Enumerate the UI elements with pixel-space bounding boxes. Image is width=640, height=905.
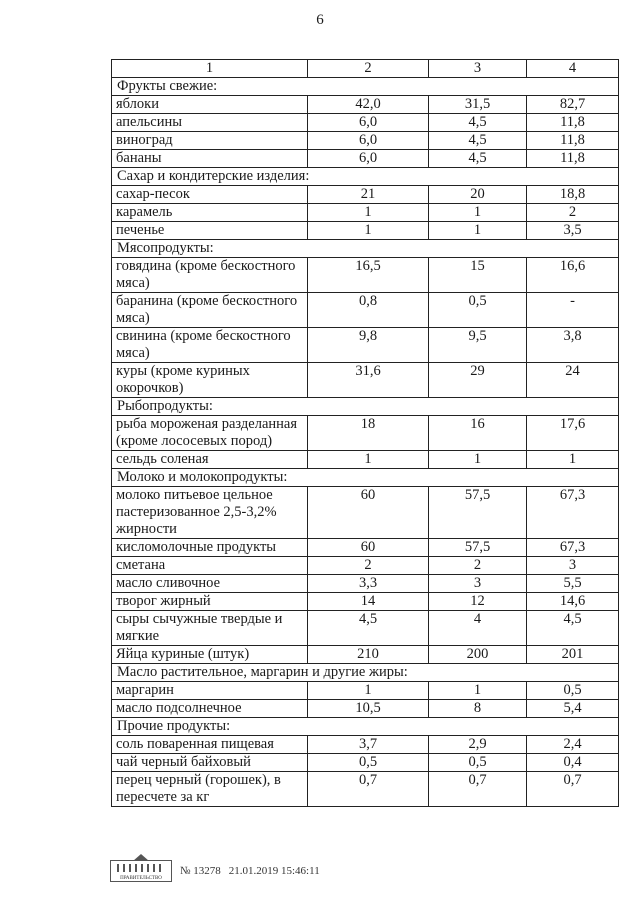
document-timestamp: 21.01.2019 15:46:11 — [228, 865, 320, 877]
value-cell-col2: 1 — [308, 222, 429, 240]
section-header-row — [112, 469, 619, 487]
section-header-row — [112, 718, 619, 736]
value-cell-col4: 0,4 — [527, 754, 619, 772]
value-cell-col2: 3,7 — [308, 736, 429, 754]
government-building-stamp — [110, 860, 172, 882]
value-cell-col3: 8 — [429, 700, 527, 718]
value-cell-col3: 57,5 — [429, 487, 527, 539]
product-name-cell: печенье — [112, 222, 308, 240]
value-cell-col4: 2,4 — [527, 736, 619, 754]
section-title: Масло растительное, маргарин и другие жиры: — [112, 664, 619, 682]
value-cell-col4: 16,6 — [527, 258, 619, 293]
table-header-row — [112, 60, 619, 78]
value-cell-col3: 4,5 — [429, 150, 527, 168]
value-cell-col3: 9,5 — [429, 328, 527, 363]
product-name-cell: кисломолочные продукты — [112, 539, 308, 557]
table-row — [112, 754, 619, 772]
value-cell-col4: 67,3 — [527, 487, 619, 539]
value-cell-col2: 1 — [308, 451, 429, 469]
table-row — [112, 363, 619, 398]
section-title: Прочие продукты: — [112, 718, 619, 736]
product-name-cell: апельсины — [112, 114, 308, 132]
product-name-cell: говядина (кроме бескостного мяса) — [112, 258, 308, 293]
footer — [110, 860, 320, 882]
value-cell-col3: 4,5 — [429, 132, 527, 150]
value-cell-col2: 9,8 — [308, 328, 429, 363]
header-cell: 3 — [429, 60, 527, 78]
section-header-row — [112, 398, 619, 416]
value-cell-col4: 5,5 — [527, 575, 619, 593]
table-row — [112, 293, 619, 328]
section-title: Рыбопродукты: — [112, 398, 619, 416]
value-cell-col2: 1 — [308, 682, 429, 700]
stamp-text: ПРАВИТЕЛЬСТВО — [120, 876, 162, 881]
section-header-row — [112, 240, 619, 258]
section-title: Сахар и кондитерские изделия: — [112, 168, 619, 186]
value-cell-col2: 4,5 — [308, 611, 429, 646]
section-title: Молоко и молокопродукты: — [112, 469, 619, 487]
value-cell-col2: 0,8 — [308, 293, 429, 328]
table-row — [112, 258, 619, 293]
value-cell-col4: 14,6 — [527, 593, 619, 611]
value-cell-col3: 200 — [429, 646, 527, 664]
value-cell-col3: 0,5 — [429, 754, 527, 772]
value-cell-col2: 6,0 — [308, 150, 429, 168]
table-row — [112, 416, 619, 451]
value-cell-col2: 42,0 — [308, 96, 429, 114]
product-name-cell: бананы — [112, 150, 308, 168]
value-cell-col3: 20 — [429, 186, 527, 204]
value-cell-col2: 21 — [308, 186, 429, 204]
value-cell-col4: 0,7 — [527, 772, 619, 807]
value-cell-col4: 3,5 — [527, 222, 619, 240]
table-row — [112, 682, 619, 700]
value-cell-col3: 1 — [429, 451, 527, 469]
product-name-cell: сельдь соленая — [112, 451, 308, 469]
table-row — [112, 487, 619, 539]
table-row — [112, 132, 619, 150]
value-cell-col4: 24 — [527, 363, 619, 398]
value-cell-col2: 6,0 — [308, 132, 429, 150]
value-cell-col2: 18 — [308, 416, 429, 451]
value-cell-col3: 29 — [429, 363, 527, 398]
product-name-cell: масло подсолнечное — [112, 700, 308, 718]
product-name-cell: соль поваренная пищевая — [112, 736, 308, 754]
value-cell-col2: 210 — [308, 646, 429, 664]
table-row — [112, 593, 619, 611]
header-cell: 4 — [527, 60, 619, 78]
page-number: 6 — [316, 12, 324, 28]
product-name-cell: маргарин — [112, 682, 308, 700]
product-name-cell: баранина (кроме бескостного мяса) — [112, 293, 308, 328]
value-cell-col4: 11,8 — [527, 132, 619, 150]
value-cell-col4: 11,8 — [527, 114, 619, 132]
value-cell-col4: 18,8 — [527, 186, 619, 204]
value-cell-col4: 2 — [527, 204, 619, 222]
table-row — [112, 150, 619, 168]
value-cell-col4: 3 — [527, 557, 619, 575]
table-row — [112, 646, 619, 664]
value-cell-col3: 1 — [429, 222, 527, 240]
product-name-cell: виноград — [112, 132, 308, 150]
product-name-cell: куры (кроме куриных окорочков) — [112, 363, 308, 398]
product-name-cell: карамель — [112, 204, 308, 222]
section-header-row — [112, 168, 619, 186]
section-header-row — [112, 78, 619, 96]
value-cell-col2: 2 — [308, 557, 429, 575]
product-name-cell: творог жирный — [112, 593, 308, 611]
value-cell-col4: 3,8 — [527, 328, 619, 363]
section-title: Мясопродукты: — [112, 240, 619, 258]
value-cell-col3: 31,5 — [429, 96, 527, 114]
table-row — [112, 539, 619, 557]
value-cell-col3: 0,5 — [429, 293, 527, 328]
value-cell-col2: 10,5 — [308, 700, 429, 718]
value-cell-col3: 16 — [429, 416, 527, 451]
table-row — [112, 222, 619, 240]
table-row — [112, 328, 619, 363]
value-cell-col4: 1 — [527, 451, 619, 469]
value-cell-col3: 57,5 — [429, 539, 527, 557]
header-cell: 1 — [112, 60, 308, 78]
value-cell-col4: 11,8 — [527, 150, 619, 168]
product-name-cell: масло сливочное — [112, 575, 308, 593]
value-cell-col4: 4,5 — [527, 611, 619, 646]
product-name-cell: рыба мороженая разделанная (кроме лососевых пород) — [112, 416, 308, 451]
table-row — [112, 114, 619, 132]
product-name-cell: сахар-песок — [112, 186, 308, 204]
value-cell-col4: 5,4 — [527, 700, 619, 718]
product-name-cell: Яйца куриные (штук) — [112, 646, 308, 664]
food-norms-table — [111, 59, 619, 807]
table-row — [112, 772, 619, 807]
product-name-cell: сметана — [112, 557, 308, 575]
header-cell: 2 — [308, 60, 429, 78]
value-cell-col2: 14 — [308, 593, 429, 611]
value-cell-col2: 60 — [308, 539, 429, 557]
value-cell-col4: 17,6 — [527, 416, 619, 451]
product-name-cell: молоко питьевое цельное пастеризованное 2,5-3,2% жирности — [112, 487, 308, 539]
value-cell-col3: 4 — [429, 611, 527, 646]
product-name-cell: чай черный байховый — [112, 754, 308, 772]
value-cell-col4: 0,5 — [527, 682, 619, 700]
table-row — [112, 736, 619, 754]
value-cell-col4: 82,7 — [527, 96, 619, 114]
value-cell-col3: 1 — [429, 204, 527, 222]
table-row — [112, 186, 619, 204]
section-title: Фрукты свежие: — [112, 78, 619, 96]
value-cell-col4: - — [527, 293, 619, 328]
value-cell-col3: 4,5 — [429, 114, 527, 132]
table-row — [112, 557, 619, 575]
value-cell-col2: 0,7 — [308, 772, 429, 807]
value-cell-col2: 16,5 — [308, 258, 429, 293]
value-cell-col3: 12 — [429, 593, 527, 611]
value-cell-col3: 0,7 — [429, 772, 527, 807]
product-name-cell: перец черный (горошек), в пересчете за кг — [112, 772, 308, 807]
value-cell-col2: 60 — [308, 487, 429, 539]
value-cell-col2: 1 — [308, 204, 429, 222]
table-row — [112, 451, 619, 469]
value-cell-col3: 15 — [429, 258, 527, 293]
table-row — [112, 96, 619, 114]
section-header-row — [112, 664, 619, 682]
product-name-cell: сыры сычужные твердые и мягкие — [112, 611, 308, 646]
document-number: № 13278 — [180, 865, 221, 877]
value-cell-col2: 31,6 — [308, 363, 429, 398]
table-row — [112, 700, 619, 718]
value-cell-col2: 3,3 — [308, 575, 429, 593]
value-cell-col2: 6,0 — [308, 114, 429, 132]
table-row — [112, 611, 619, 646]
value-cell-col3: 1 — [429, 682, 527, 700]
value-cell-col3: 2 — [429, 557, 527, 575]
table-row — [112, 575, 619, 593]
value-cell-col3: 2,9 — [429, 736, 527, 754]
product-name-cell: свинина (кроме бескостного мяса) — [112, 328, 308, 363]
product-name-cell: яблоки — [112, 96, 308, 114]
table-row — [112, 204, 619, 222]
value-cell-col4: 201 — [527, 646, 619, 664]
value-cell-col3: 3 — [429, 575, 527, 593]
value-cell-col2: 0,5 — [308, 754, 429, 772]
value-cell-col4: 67,3 — [527, 539, 619, 557]
